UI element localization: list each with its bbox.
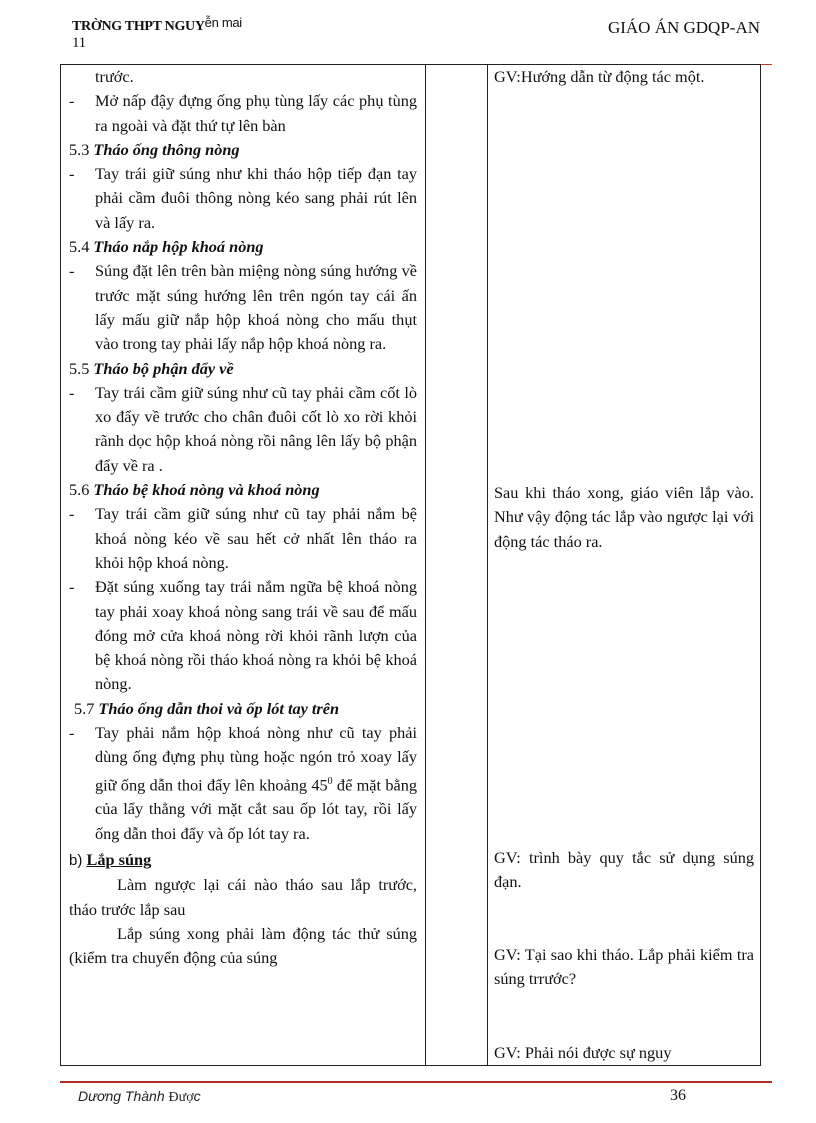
list-item: - Tay trái cầm giữ súng như cũ tay phải nắm bệ khoá nòng kéo về sau hết cở nhất lên tháo ra khỏi hộp khoá nòng.	[69, 504, 417, 572]
paragraph: Lắp súng xong phải làm động tác thử súng (kiểm tra chuyển động của súng	[69, 923, 417, 968]
teacher-column	[488, 65, 761, 1066]
grade-number: 11	[72, 35, 86, 51]
teacher-note: Sau khi tháo xong, giáo viên lắp vào. Như vậy động tác lắp vào ngược lại với động tác tháo ra.	[494, 483, 754, 551]
list-item: - Đặt súng xuống tay trái nắm ngữa bệ khoá nòng tay phải xoay khoá nòng sang trái về sau để mấu đóng mở cửa khoá nòng rời khỏi rãnh lượn của bệ khoá nòng rồi tháo khoá nòng ra khỏi bệ khoá nòng.	[69, 577, 417, 694]
teacher-note: GV: trình bày quy tắc sử dụng súng đạn.	[494, 848, 754, 892]
section-heading: 5.5 Tháo bộ phận đẩy về	[69, 358, 234, 378]
section-heading: 5.3 Tháo ống thông nòng	[69, 139, 240, 159]
list-item: - Mở nấp đậy đựng ống phụ tùng lấy các phụ tùng ra ngoài và đặt thứ tự lên bàn	[69, 91, 417, 135]
paragraph: Làm ngược lại cái nào tháo sau lắp trước, tháo trước lắp sau	[69, 875, 417, 919]
list-item: - Tay trái giữ súng như khi tháo hộp tiếp đạn tay phải cầm đuôi thông nòng kéo sang phải rút lên và lấy ra.	[69, 164, 417, 232]
list-item: trước.	[95, 67, 134, 86]
teacher-note: GV: Phải nói được sự nguy	[494, 1043, 672, 1062]
page-number: 36	[670, 1087, 686, 1104]
footer-rule	[60, 1081, 772, 1083]
subsection-heading: b) Lắp súng	[69, 849, 152, 869]
school-name-suffix: ễn mai	[204, 15, 242, 30]
section-heading: 5.7 Tháo ống dẫn thoi và ốp lót tay trên	[74, 698, 340, 718]
teacher-note: GV:Hướng dẫn từ động tác một.	[494, 67, 705, 86]
school-name: TRỜNG THPT NGUY	[72, 19, 205, 34]
time-column	[426, 65, 488, 1066]
lesson-table	[60, 64, 761, 1066]
section-heading: 5.4 Tháo nắp hộp khoá nòng	[69, 237, 264, 257]
content-column	[61, 65, 426, 1066]
list-item: - Tay phải nắm hộp khoá nòng như cũ tay phải dùng ống đựng phụ tùng hoặc ngón trỏ xoay lấy giữ ống dẫn thoi đẩy lên khoảng $45^0$ để mặt bằng của lẩy thẳng với mặt cắt sau ốp lót tay, rồi lấy ống dẫn thoi đẩy và ốp lót tay ra.	[69, 723, 417, 843]
author-name: Dương Thành Được	[78, 1088, 201, 1105]
header-school	[72, 14, 242, 52]
list-item: - Súng đặt lên trên bàn miệng nòng súng hướng về trước mặt súng hướng lên trên ngón tay cái ấn lấy mấu giữ nắp hộp khoá nòng cho mấu thụt vào trong tay phải lấy nắp hộp khoá nòng ra.	[69, 261, 417, 354]
list-item: - Tay trái cầm giữ súng như cũ tay phải cầm cốt lò xo đẩy về trước cho chân đuôi cốt lò xo rời khỏi rãnh dọc hộp khoá nòng rồi nâng lên lấy bộ phận đẩy về ra .	[69, 382, 417, 475]
teacher-note: GV: Tại sao khi tháo. Lắp phải kiểm tra súng trrước?	[494, 945, 754, 989]
section-heading: 5.6 Tháo bệ khoá nòng và khoá nòng	[69, 480, 320, 500]
header-title: GIÁO ÁN GDQP-AN	[607, 18, 760, 37]
